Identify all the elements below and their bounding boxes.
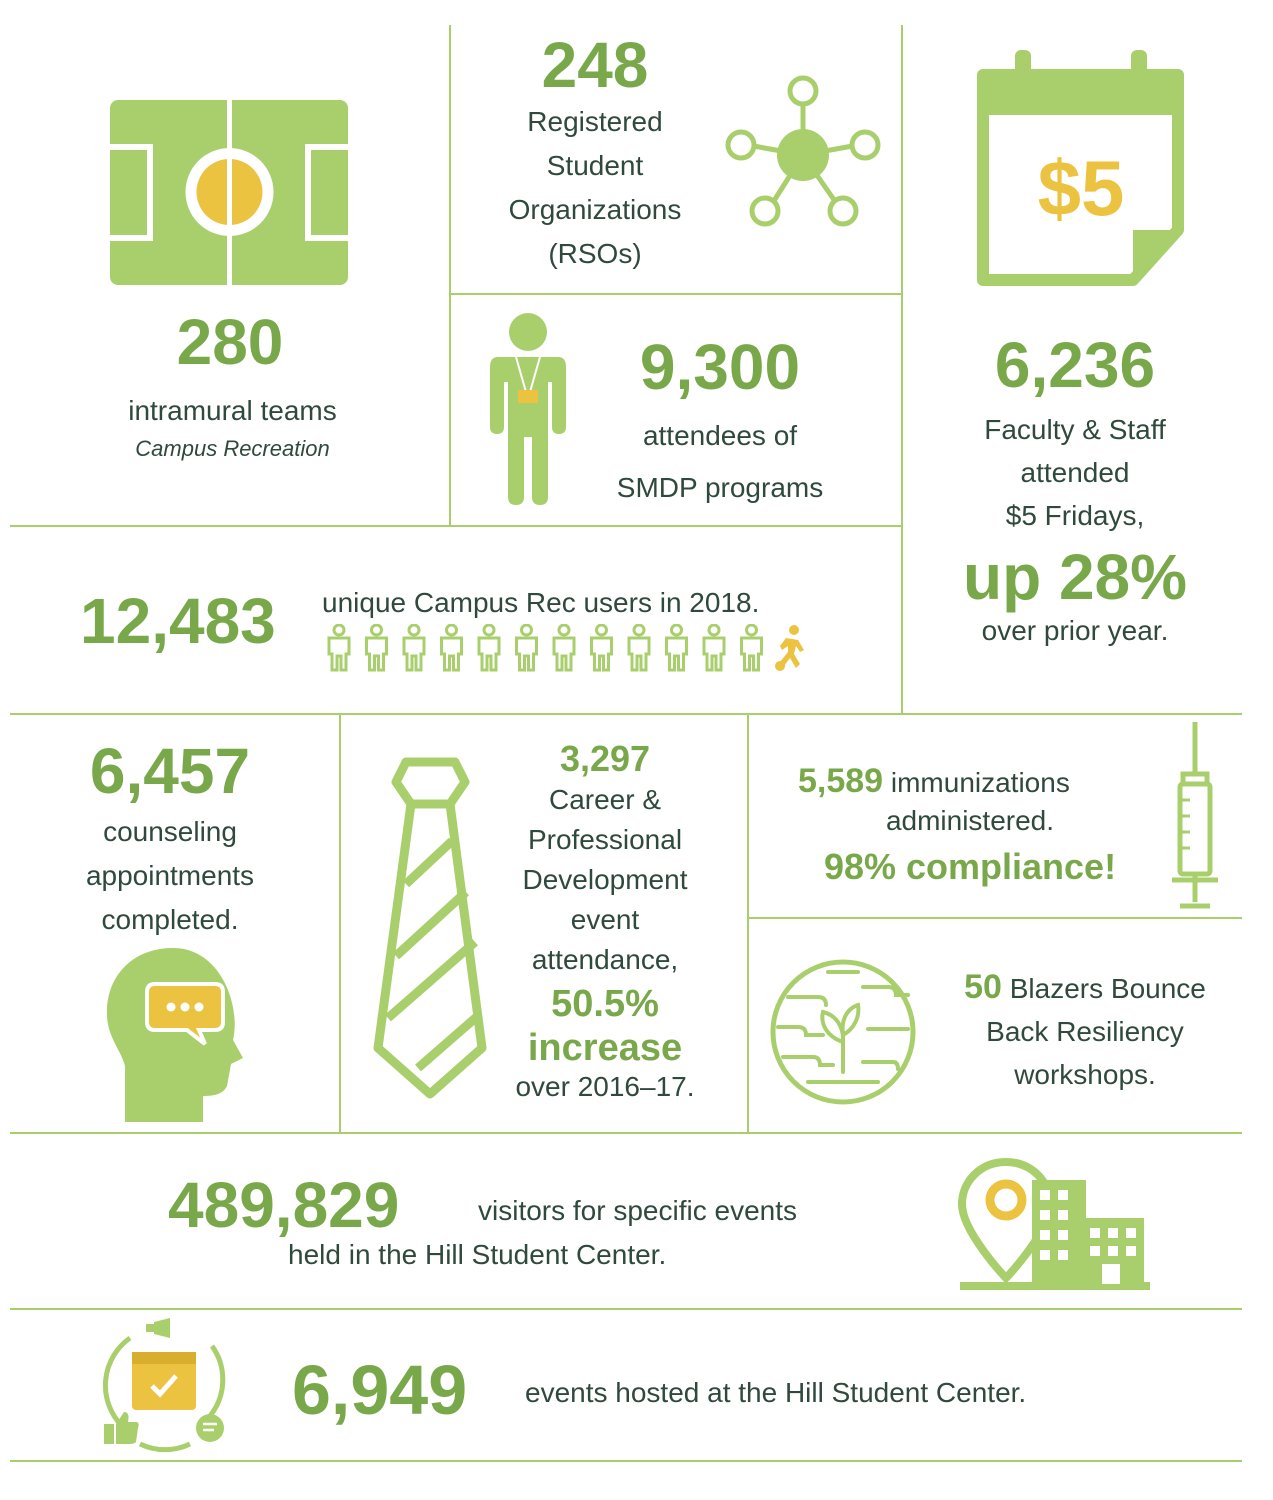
counseling-number: 6,457 [89, 735, 251, 807]
divider [748, 917, 1242, 919]
rso-label-line: (RSOs) [548, 238, 642, 269]
person-outline-icon [554, 625, 574, 670]
person-outline-icon [442, 625, 462, 670]
rso-label-line: Organizations [508, 194, 682, 225]
career-label-line: event [570, 904, 640, 935]
counseling-label-line: completed. [101, 904, 239, 935]
career-highlight [470, 982, 740, 1070]
person-outline-icon [592, 625, 612, 670]
counseling-label-line: appointments [85, 860, 255, 891]
career-label-line: attendance, [531, 944, 679, 975]
intramural-source: Campus Recreation [135, 436, 330, 461]
intramural-number: 280 [176, 306, 284, 378]
immunizations-label2: administered. [885, 805, 1055, 836]
fridays-number: 6,236 [994, 329, 1156, 401]
fridays-label-line: attended [1020, 457, 1130, 488]
smdp-number: 9,300 [639, 331, 801, 403]
person-outline-icon [742, 625, 762, 670]
network-icon [725, 75, 885, 230]
counseling-label-line: counseling [103, 816, 237, 847]
soccer-player-icon [775, 625, 804, 671]
building-pin-icon [958, 1158, 1153, 1293]
events-number: 6,949 [292, 1351, 468, 1429]
calendar-text: $5 [1037, 144, 1125, 232]
head-speech-icon [103, 946, 263, 1126]
career-label-line: Career & [548, 784, 662, 815]
smdp-label-line: attendees of [642, 420, 798, 451]
soccer-field-icon [110, 100, 348, 285]
intramural-label: intramural teams [128, 395, 337, 426]
divider [10, 525, 902, 527]
rso-label-line: Student [546, 150, 644, 181]
career-label [470, 780, 740, 980]
counseling-label [0, 810, 340, 942]
career-suffix: over 2016–17. [515, 1071, 695, 1102]
resiliency-label3: workshops. [1014, 1059, 1156, 1090]
resiliency-number: 50 [964, 968, 1002, 1006]
person-outline-icon [479, 625, 499, 670]
resiliency-text [935, 966, 1235, 1096]
sprout-globe-icon [768, 957, 918, 1107]
divider [901, 25, 903, 713]
fridays-highlight: up 28% [962, 541, 1188, 613]
divider [10, 1460, 1242, 1462]
person-outline-icon [704, 625, 724, 670]
fridays-label [905, 408, 1245, 537]
resiliency-label: Blazers Bounce [1009, 973, 1206, 1004]
person-outline-icon [367, 625, 387, 670]
career-label-line: Professional [527, 824, 683, 855]
rso-label [470, 100, 720, 276]
career-highlight-line: 50.5% [551, 983, 659, 1025]
person-outline-icon [404, 625, 424, 670]
visitors-label2: held in the Hill Student Center. [288, 1239, 667, 1270]
rso-label-line: Registered [527, 106, 663, 137]
person-outline-icon [629, 625, 649, 670]
fridays-label-line: Faculty & Staff [984, 414, 1166, 445]
events-label: events hosted at the Hill Student Center. [525, 1377, 1027, 1408]
syringe-icon [1170, 722, 1220, 912]
rso-number: 248 [541, 29, 649, 101]
person-badge-icon [488, 312, 568, 507]
people-row-icon [322, 624, 852, 672]
divider [10, 713, 1242, 715]
fridays-suffix: over prior year. [981, 615, 1169, 646]
divider [747, 714, 749, 1132]
visitors-number: 489,829 [168, 1169, 400, 1241]
career-number: 3,297 [559, 738, 651, 779]
career-label-line: Development [522, 864, 688, 895]
divider [450, 293, 902, 295]
person-outline-icon [517, 625, 537, 670]
divider [10, 1308, 1242, 1310]
resiliency-label2: Back Resiliency [986, 1016, 1184, 1047]
person-outline-icon [329, 625, 349, 670]
campus-rec-label: unique Campus Rec users in 2018. [322, 587, 760, 618]
resiliency-line1 [935, 966, 1235, 1010]
smdp-label-line: SMDP programs [616, 472, 824, 503]
calendar-icon [973, 50, 1193, 290]
immunizations-number: 5,589 [798, 762, 884, 800]
divider [10, 1132, 1242, 1134]
campus-rec-number: 12,483 [80, 585, 276, 657]
smdp-label [580, 410, 860, 514]
person-outline-icon [667, 625, 687, 670]
immunizations-highlight: 98% compliance! [823, 846, 1117, 887]
immunizations-label: immunizations [890, 767, 1070, 798]
career-highlight-line: increase [527, 1027, 683, 1069]
event-cycle-icon [100, 1316, 235, 1456]
fridays-label-line: $5 Fridays, [1005, 500, 1145, 531]
visitors-label: visitors for specific events [478, 1195, 797, 1226]
